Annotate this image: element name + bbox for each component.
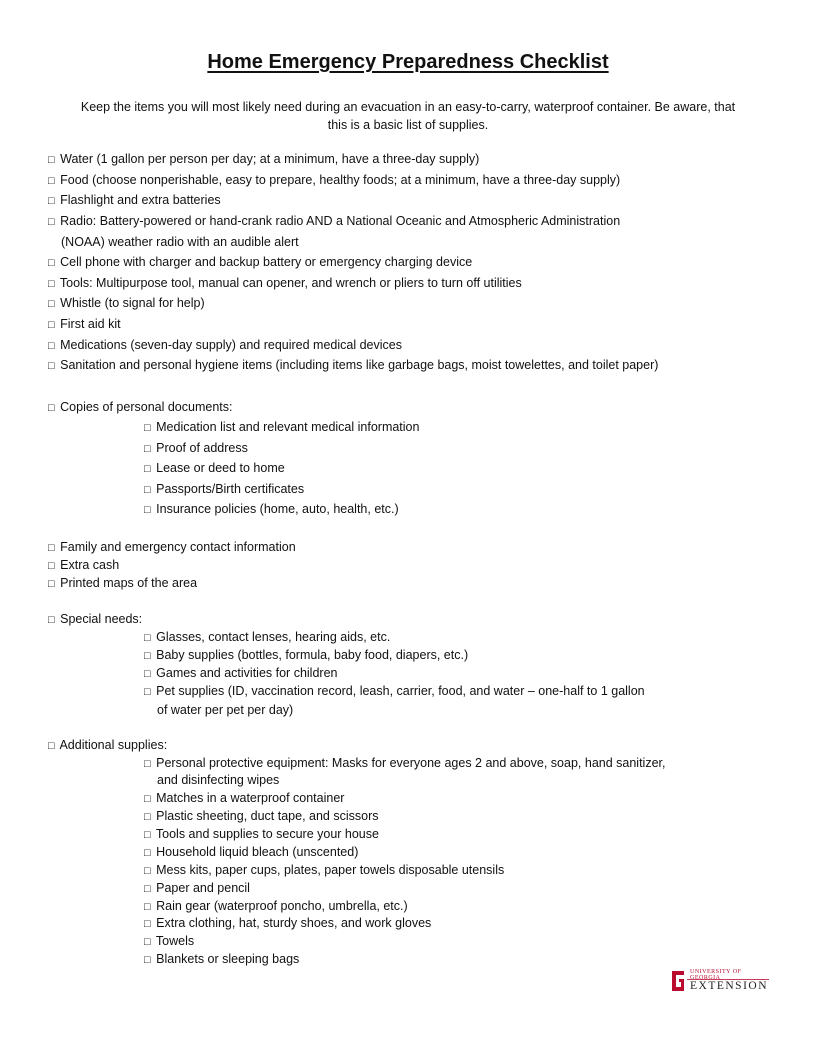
item-label: First aid kit [60, 317, 121, 331]
checklist-subitem-lease-deed[interactable] [144, 460, 285, 477]
checklist-subitem-insurance[interactable] [144, 501, 399, 518]
item-label: Games and activities for children [156, 666, 338, 680]
checkbox-icon[interactable]: □ [144, 865, 151, 877]
intro-line-1: Keep the items you will most likely need during an evacuation in an easy-to-carry, waterproof container. Be aware, that [80, 100, 736, 114]
checkbox-icon[interactable]: □ [48, 195, 55, 207]
item-label: Extra cash [60, 558, 120, 572]
checkbox-icon[interactable]: □ [144, 422, 151, 434]
checklist-subitem-bleach[interactable] [144, 844, 358, 861]
checkbox-icon[interactable]: □ [144, 847, 151, 859]
checkbox-icon[interactable]: □ [144, 443, 151, 455]
checklist-subitem-blankets[interactable] [144, 951, 299, 968]
checklist-subitem-ppe-continued: and disinfecting wipes [157, 773, 280, 787]
uga-extension-logo [670, 968, 770, 994]
checkbox-icon[interactable]: □ [48, 542, 55, 554]
checkbox-icon[interactable]: □ [48, 560, 55, 572]
logo-university-text: UNIVERSITY OF GEORGIA [690, 969, 742, 981]
checklist-item-special-needs[interactable] [48, 611, 142, 628]
item-label: Mess kits, paper cups, plates, paper towels disposable utensils [156, 863, 505, 877]
item-label: Plastic sheeting, duct tape, and scissors [156, 809, 379, 823]
item-label: Sanitation and personal hygiene items (including items like garbage bags, moist towelettes, and toilet paper) [60, 358, 659, 372]
checklist-subitem-mess-kits[interactable] [144, 862, 504, 879]
checkbox-icon[interactable]: □ [48, 740, 55, 752]
section-heading: Special needs: [60, 612, 143, 626]
checkbox-icon[interactable]: □ [144, 936, 151, 948]
item-label: Paper and pencil [156, 881, 250, 895]
checkbox-icon[interactable]: □ [144, 901, 151, 913]
item-label: Tools and supplies to secure your house [155, 827, 379, 841]
item-label: Whistle (to signal for help) [60, 296, 205, 310]
checkbox-icon[interactable]: □ [48, 319, 55, 331]
checklist-item-radio-continued: (NOAA) weather radio with an audible alert [61, 235, 299, 249]
checkbox-icon[interactable]: □ [144, 758, 151, 770]
checkbox-icon[interactable]: □ [144, 632, 151, 644]
checklist-item-first-aid[interactable] [48, 316, 121, 333]
checklist-subitem-passports[interactable] [144, 481, 304, 498]
checklist-item-documents[interactable] [48, 399, 232, 416]
checkbox-icon[interactable]: □ [144, 650, 151, 662]
checklist-subitem-towels[interactable] [144, 933, 194, 950]
checklist-item-extra-cash[interactable] [48, 557, 119, 574]
item-label: Towels [155, 934, 195, 948]
checklist-item-sanitation[interactable] [48, 357, 658, 374]
checklist-subitem-tools-house[interactable] [144, 826, 379, 843]
item-label: Blankets or sleeping bags [156, 952, 300, 966]
checkbox-icon[interactable]: □ [144, 463, 151, 475]
item-label: Food (choose nonperishable, easy to prepare, healthy foods; at a minimum, have a three-day supply) [60, 173, 621, 187]
checklist-subitem-games[interactable] [144, 665, 337, 682]
section-heading: Copies of personal documents: [60, 400, 233, 414]
item-label: Proof of address [156, 441, 248, 455]
checkbox-icon[interactable]: □ [48, 216, 55, 228]
checklist-item-flashlight[interactable] [48, 192, 221, 209]
checkbox-icon[interactable]: □ [144, 668, 151, 680]
checklist-subitem-matches[interactable] [144, 790, 344, 807]
checklist-item-cell-phone[interactable] [48, 254, 472, 271]
checklist-item-maps[interactable] [48, 575, 197, 592]
item-label: Printed maps of the area [60, 576, 198, 590]
checklist-item-family-contact[interactable] [48, 539, 296, 556]
checkbox-icon[interactable]: □ [144, 883, 151, 895]
checkbox-icon[interactable]: □ [48, 257, 55, 269]
checklist-subitem-paper-pencil[interactable] [144, 880, 250, 897]
checklist-item-radio[interactable] [48, 213, 620, 230]
item-label: Insurance policies (home, auto, health, etc.) [156, 502, 399, 516]
item-label: Medications (seven-day supply) and required medical devices [60, 338, 402, 352]
item-label: Household liquid bleach (unscented) [156, 845, 359, 859]
checkbox-icon[interactable]: □ [48, 578, 55, 590]
checklist-item-whistle[interactable] [48, 295, 205, 312]
checklist-subitem-baby-supplies[interactable] [144, 647, 468, 664]
checklist-subitem-pet-supplies-continued: of water per pet per day) [157, 703, 294, 717]
item-label: Matches in a waterproof container [156, 791, 345, 805]
item-label: Flashlight and extra batteries [60, 193, 221, 207]
intro-paragraph [48, 98, 768, 134]
logo-extension-text: EXTENSION [690, 980, 769, 992]
checklist-item-food[interactable] [48, 172, 620, 189]
item-label: Cell phone with charger and backup battery or emergency charging device [60, 255, 473, 269]
item-label: Rain gear (waterproof poncho, umbrella, etc.) [156, 899, 408, 913]
item-label: Water (1 gallon per person per day; at a minimum, have a three-day supply) [60, 152, 480, 166]
item-label: Family and emergency contact information [60, 540, 296, 554]
item-label: Passports/Birth certificates [156, 482, 305, 496]
checkbox-icon[interactable]: □ [48, 175, 55, 187]
checklist-subitem-pet-supplies[interactable] [144, 683, 645, 700]
checkbox-icon[interactable]: □ [48, 340, 55, 352]
item-label: Baby supplies (bottles, formula, baby food, diapers, etc.) [156, 648, 469, 662]
checklist-subitem-medication-list[interactable] [144, 419, 419, 436]
checkbox-icon[interactable]: □ [144, 793, 151, 805]
item-label: Medication list and relevant medical information [156, 420, 420, 434]
checklist-item-water[interactable] [48, 151, 479, 168]
item-label: Extra clothing, hat, sturdy shoes, and work gloves [156, 916, 432, 930]
checkbox-icon[interactable]: □ [48, 154, 55, 166]
item-label: Radio: Battery-powered or hand-crank radio AND a National Oceanic and Atmospheric Administration [60, 214, 621, 228]
checklist-subitem-plastic[interactable] [144, 808, 378, 825]
checkbox-icon[interactable]: □ [48, 614, 55, 626]
checkbox-icon[interactable]: □ [144, 829, 151, 841]
item-label: Personal protective equipment: Masks for everyone ages 2 and above, soap, hand sanitizer, [156, 756, 666, 770]
checkbox-icon[interactable]: □ [144, 918, 151, 930]
checklist-subitem-glasses[interactable] [144, 629, 390, 646]
checkbox-icon[interactable]: □ [48, 278, 55, 290]
checkbox-icon[interactable]: □ [144, 504, 151, 516]
checklist-subitem-clothing[interactable] [144, 915, 431, 932]
checkbox-icon[interactable]: □ [144, 954, 151, 966]
checklist-item-medications[interactable] [48, 337, 402, 354]
checklist-subitem-rain-gear[interactable] [144, 898, 408, 915]
checklist-item-additional-supplies[interactable] [48, 737, 167, 754]
checkbox-icon[interactable]: □ [48, 298, 55, 310]
item-label: Glasses, contact lenses, hearing aids, etc. [156, 630, 391, 644]
checkbox-icon[interactable]: □ [144, 686, 151, 698]
item-label: Pet supplies (ID, vaccination record, leash, carrier, food, and water – one-half to 1 gallon [156, 684, 645, 698]
checkbox-icon[interactable]: □ [48, 402, 55, 414]
intro-line-2: this is a basic list of supplies. [327, 118, 489, 132]
item-label: Tools: Multipurpose tool, manual can opener, and wrench or pliers to turn off utilities [59, 276, 522, 290]
checkbox-icon[interactable]: □ [48, 360, 55, 372]
checklist-item-tools[interactable] [48, 275, 522, 292]
checklist-subitem-proof-address[interactable] [144, 440, 248, 457]
page-title: Home Emergency Preparedness Checklist [207, 51, 609, 73]
checkbox-icon[interactable]: □ [144, 811, 151, 823]
checkbox-icon[interactable]: □ [144, 484, 151, 496]
section-heading: Additional supplies: [59, 738, 168, 752]
checklist-subitem-ppe[interactable] [144, 755, 665, 772]
item-label: Lease or deed to home [156, 461, 285, 475]
